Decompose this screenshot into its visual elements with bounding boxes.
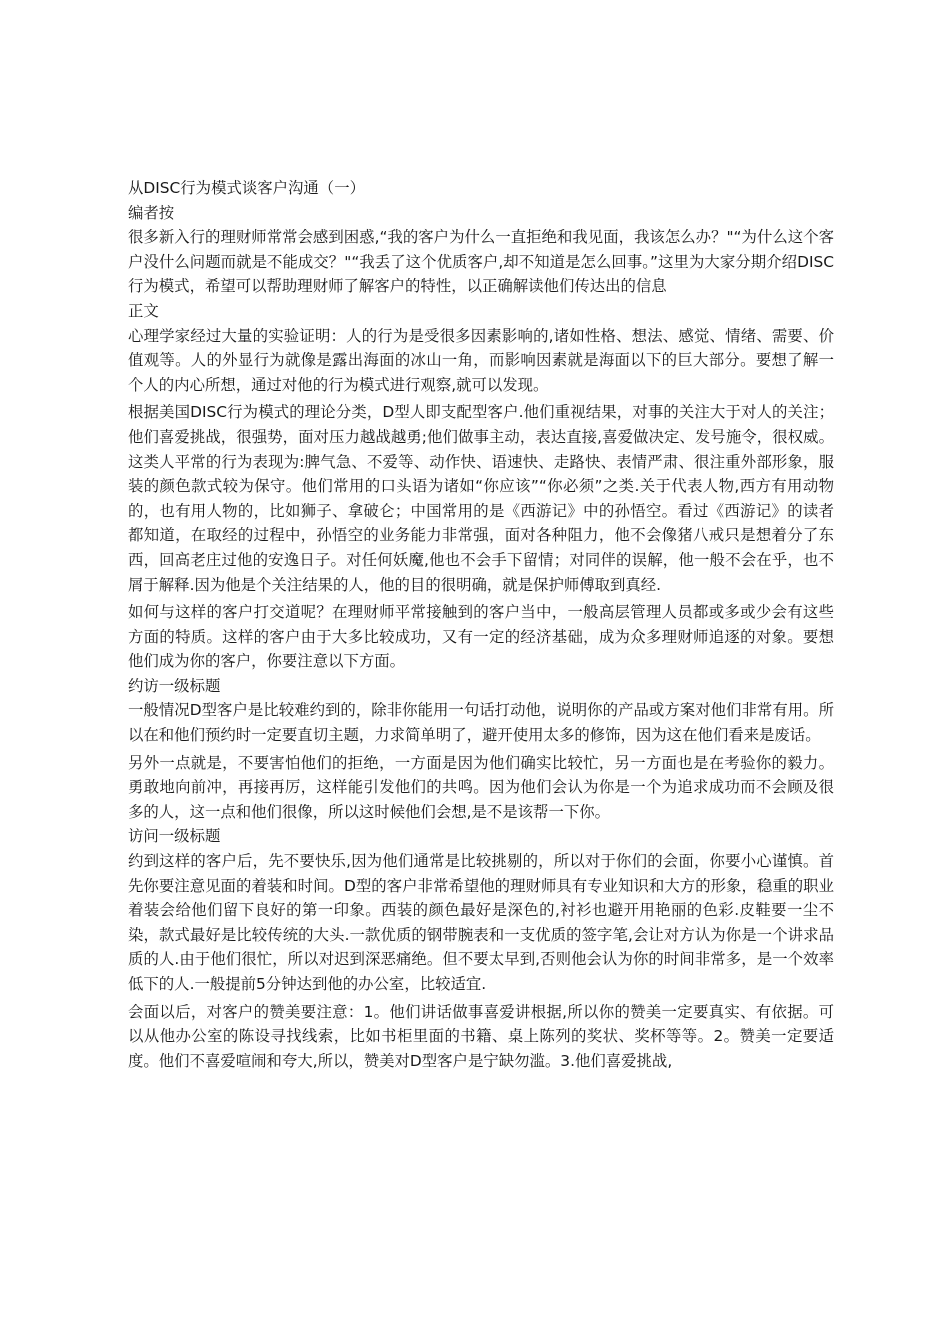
section2-paragraph-2: 会面以后，对客户的赞美要注意：1。他们讲话做事喜爱讲根据,所以你的赞美一定要真实、有依据。可以从他办公室的陈设寻找线索，比如书柜里面的书籍、桌上陈列的奖状、奖杯等等。2。赞美一定要适度。他们不喜爱喧闹和夸大,所以，赞美对D型客户是宁缺勿滥。3.他们喜爱挑战, [128,1002,834,1070]
document-title: 从DISC行为模式谈客户沟通（一） [128,179,365,197]
body-paragraph-1: 心理学家经过大量的实验证明：人的行为是受很多因素影响的,诸如性格、想法、感觉、情绪、需要、价值观等。人的外显行为就像是露出海面的冰山一角，而影响因素就是海面以下的巨大部分。要想了解一个人的内心所想，通过对他的行为模式进行观察,就可以发现。 [128,326,834,394]
body-label: 正文 [128,301,159,320]
document-page [128,176,834,1073]
section-heading-visit-appointment: 约访一级标题 [128,676,221,695]
body-paragraph-2: 根据美国DISC行为模式的理论分类，D型人即支配型客户.他们重视结果，对事的关注大于对人的关注；他们喜爱挑战，很强势，面对压力越战越勇;他们做事主动，表达直接,喜爱做决定、发号施令，很权威。这类人平常的行为表现为:脾气急、不爱等、动作快、语速快、走路快、表情严肃、很注重外部形象，服装的颜色款式较为保守。他们常用的口头语为诸如“你应该”“你必须”之类.关于代表人物,西方有用动物的，也有用人物的，比如狮子、拿破仑；中国常用的是《西游记》中的孙悟空。看过《西游记》的读者都知道，在取经的过程中，孙悟空的业务能力非常强，面对各种阻力，他不会像猪八戒只是想着分了东西，回高老庄过他的安逸日子。对任何妖魔,他也不会手下留情；对同伴的误解，他一般不会在乎，也不屑于解释.因为他是个关注结果的人，他的目的很明确，就是保护师傅取到真经. [128,403,834,594]
section-heading-visit: 访问一级标题 [128,827,221,846]
editor-note-label: 编者按 [128,203,175,222]
section2-paragraph-1: 约到这样的客户后，先不要快乐,因为他们通常是比较挑剔的，所以对于你们的会面，你要小心谨慎。首先你要注意见面的着装和时间。D型的客户非常希望他的理财师具有专业知识和大方的形象，稳重的职业着装会给他们留下良好的第一印象。西装的颜色最好是深色的,衬衫也避开用艳丽的色彩.皮鞋要一尘不染，款式最好是比较传统的大头.一款优质的钢带腕表和一支优质的签字笔,会让对方认为你是一个讲求品质的人.由于他们很忙，所以对迟到深恶痛绝。但不要太早到,否则他会认为你的时间非常多，是一个效率低下的人.一般提前5分钟达到他的办公室，比较适宜. [128,852,834,993]
section1-paragraph-1: 一般情况D型客户是比较难约到的，除非你能用一句话打动他，说明你的产品或方案对他们非常有用。所以在和他们预约时一定要直切主题，力求简单明了，避开使用太多的修饰，因为这在他们看来是废话。 [128,701,834,745]
body-paragraph-3: 如何与这样的客户打交道呢？在理财师平常接触到的客户当中，一般高层管理人员都或多或少会有这些方面的特质。这样的客户由于大多比较成功，又有一定的经济基础，成为众多理财师追逐的对象。要想他们成为你的客户，你要注意以下方面。 [128,603,834,671]
editor-note-paragraph: 很多新入行的理财师常常会感到困惑,“我的客户为什么一直拒绝和我见面，我该怎么办？"“为什么这个客户没什么问题而就是不能成交？"“我丢了这个优质客户,却不知道是怎么回事。”这里为大家分期介绍DISC行为模式，希望可以帮助理财师了解客户的特性，以正确解读他们传达出的信息 [128,228,834,296]
section1-paragraph-2: 另外一点就是，不要害怕他们的拒绝，一方面是因为他们确实比较忙，另一方面也是在考验你的毅力。勇敢地向前冲，再接再厉，这样能引发他们的共鸣。因为他们会认为你是一个为追求成功而不会顾及很多的人，这一点和他们很像，所以这时候他们会想,是不是该帮一下你。 [128,753,834,821]
